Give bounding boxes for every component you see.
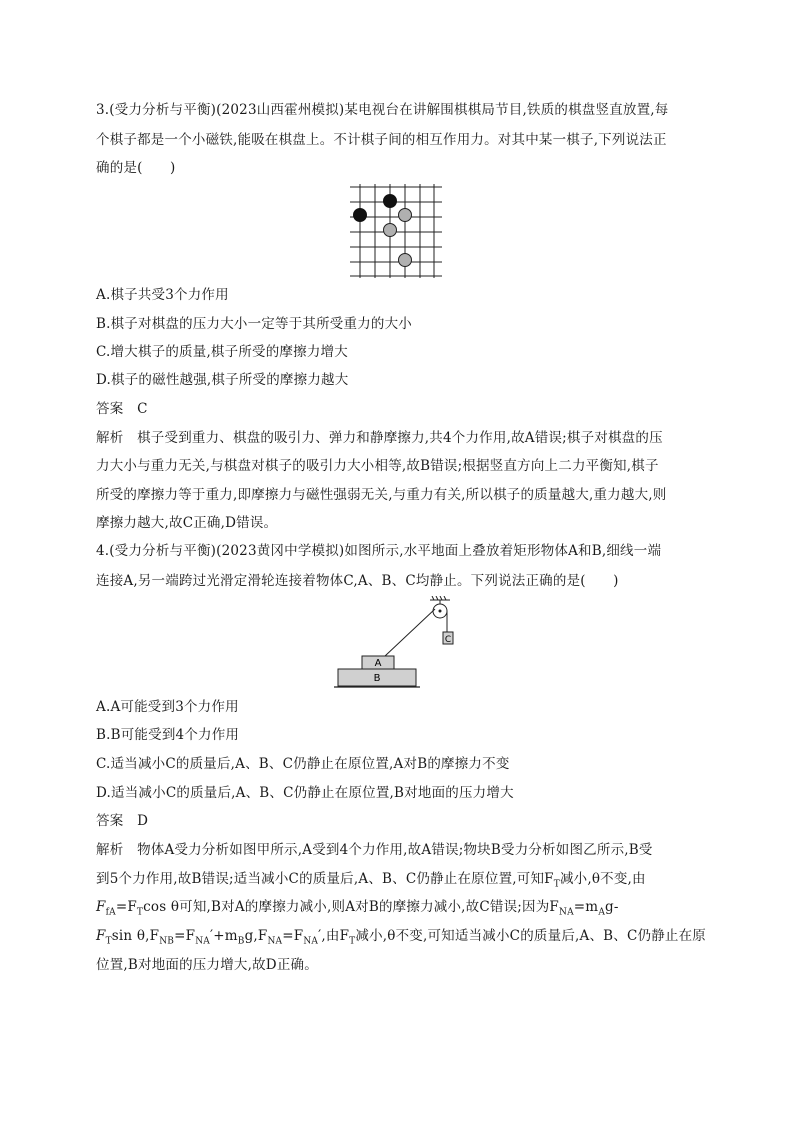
- rope-to-a: [385, 609, 435, 656]
- gray-stone: [399, 254, 412, 267]
- q3-explanation-line2: 力大小与重力无关,与棋盘对棋子的吸引力大小相等,故B错误;根据竖直方向上二力平衡知,棋子: [96, 458, 659, 474]
- black-stone: [354, 209, 367, 222]
- q3-stem-line2: 个棋子都是一个小磁铁,能吸在棋盘上。不计棋子间的相互作用力。对其中某一棋子,下列说法正: [96, 132, 667, 148]
- q3-option-a: A.棋子共受3个力作用: [96, 287, 229, 303]
- q3-explanation-line1: 解析 棋子受到重力、棋盘的吸引力、弹力和静摩擦力,共4个力作用,故A错误;棋子对棋盘的压: [96, 430, 663, 446]
- q3-option-c: C.增大棋子的质量,棋子所受的摩擦力增大: [96, 344, 348, 360]
- black-stone: [384, 195, 397, 208]
- gray-stone: [384, 224, 397, 237]
- block-a-label: A: [374, 658, 382, 669]
- go-board-figure: [346, 184, 446, 278]
- q3-option-d: D.棋子的磁性越强,棋子所受的摩擦力越大: [96, 372, 349, 388]
- q4-option-d: D.适当减小C的质量后,A、B、C仍静止在原位置,B对地面的压力增大: [96, 785, 514, 801]
- q3-stem-line1: 3.(受力分析与平衡)(2023山西霍州模拟)某电视台在讲解围棋棋局节目,铁质的棋盘竖直放置,每: [96, 102, 669, 118]
- q4-stem-line2: 连接A,另一端跨过光滑定滑轮连接着物体C,A、B、C均静止。下列说法正确的是( ): [96, 573, 619, 589]
- pulley-blocks-figure: [334, 596, 454, 690]
- gray-stone: [399, 209, 412, 222]
- block-c-label: C: [444, 635, 452, 645]
- q4-stem-line1: 4.(受力分析与平衡)(2023黄冈中学模拟)如图所示,水平地面上叠放着矩形物体A和B,细线一端: [96, 543, 662, 559]
- q3-answer: 答案 C: [96, 401, 148, 417]
- q4-option-b: B.B可能受到4个力作用: [96, 727, 240, 743]
- q4-explanation-line1: 解析 物体A受力分析如图甲所示,A受到4个力作用,故A错误;物块B受力分析如图乙所示,B受: [96, 842, 653, 858]
- q4-option-a: A.A可能受到3个力作用: [96, 699, 239, 715]
- q4-option-c: C.适当减小C的质量后,A、B、C仍静止在原位置,A对B的摩擦力不变: [96, 756, 510, 772]
- q3-option-b: B.棋子对棋盘的压力大小一定等于其所受重力的大小: [96, 316, 413, 332]
- block-b-label: B: [373, 673, 381, 684]
- q4-explanation-line3: $F_{fA}=F_T\cos$ θ可知,B对A的摩擦力减小,则A对B的摩擦力减小,故C错误;因为$F_{NA}=m_Ag-$: [96, 899, 619, 918]
- q4-explanation-line4: $F_T\sin$ $\theta,F_{NB}=F_{NA}'+m_Bg,F_{NA}=F_{NA}'$,由$F_T$减小,θ不变,可知适当减小C的质量后,A、B、C仍静止在原: [96, 928, 707, 947]
- q3-stem-line3: 确的是( ): [96, 160, 176, 176]
- q4-explanation-line2: 到5个力作用,故B错误;适当减小C的质量后,A、B、C仍静止在原位置,可知$F_T$减小,θ不变,由: [96, 871, 646, 890]
- q3-explanation-line4: 摩擦力越大,故C正确,D错误。: [96, 515, 278, 531]
- q4-answer: 答案 D: [96, 813, 149, 829]
- q4-explanation-line5: 位置,B对地面的压力增大,故D正确。: [96, 957, 318, 973]
- q3-explanation-line3: 所受的摩擦力等于重力,即摩擦力与磁性强弱无关,与重力有关,所以棋子的质量越大,重力越大,则: [96, 487, 667, 503]
